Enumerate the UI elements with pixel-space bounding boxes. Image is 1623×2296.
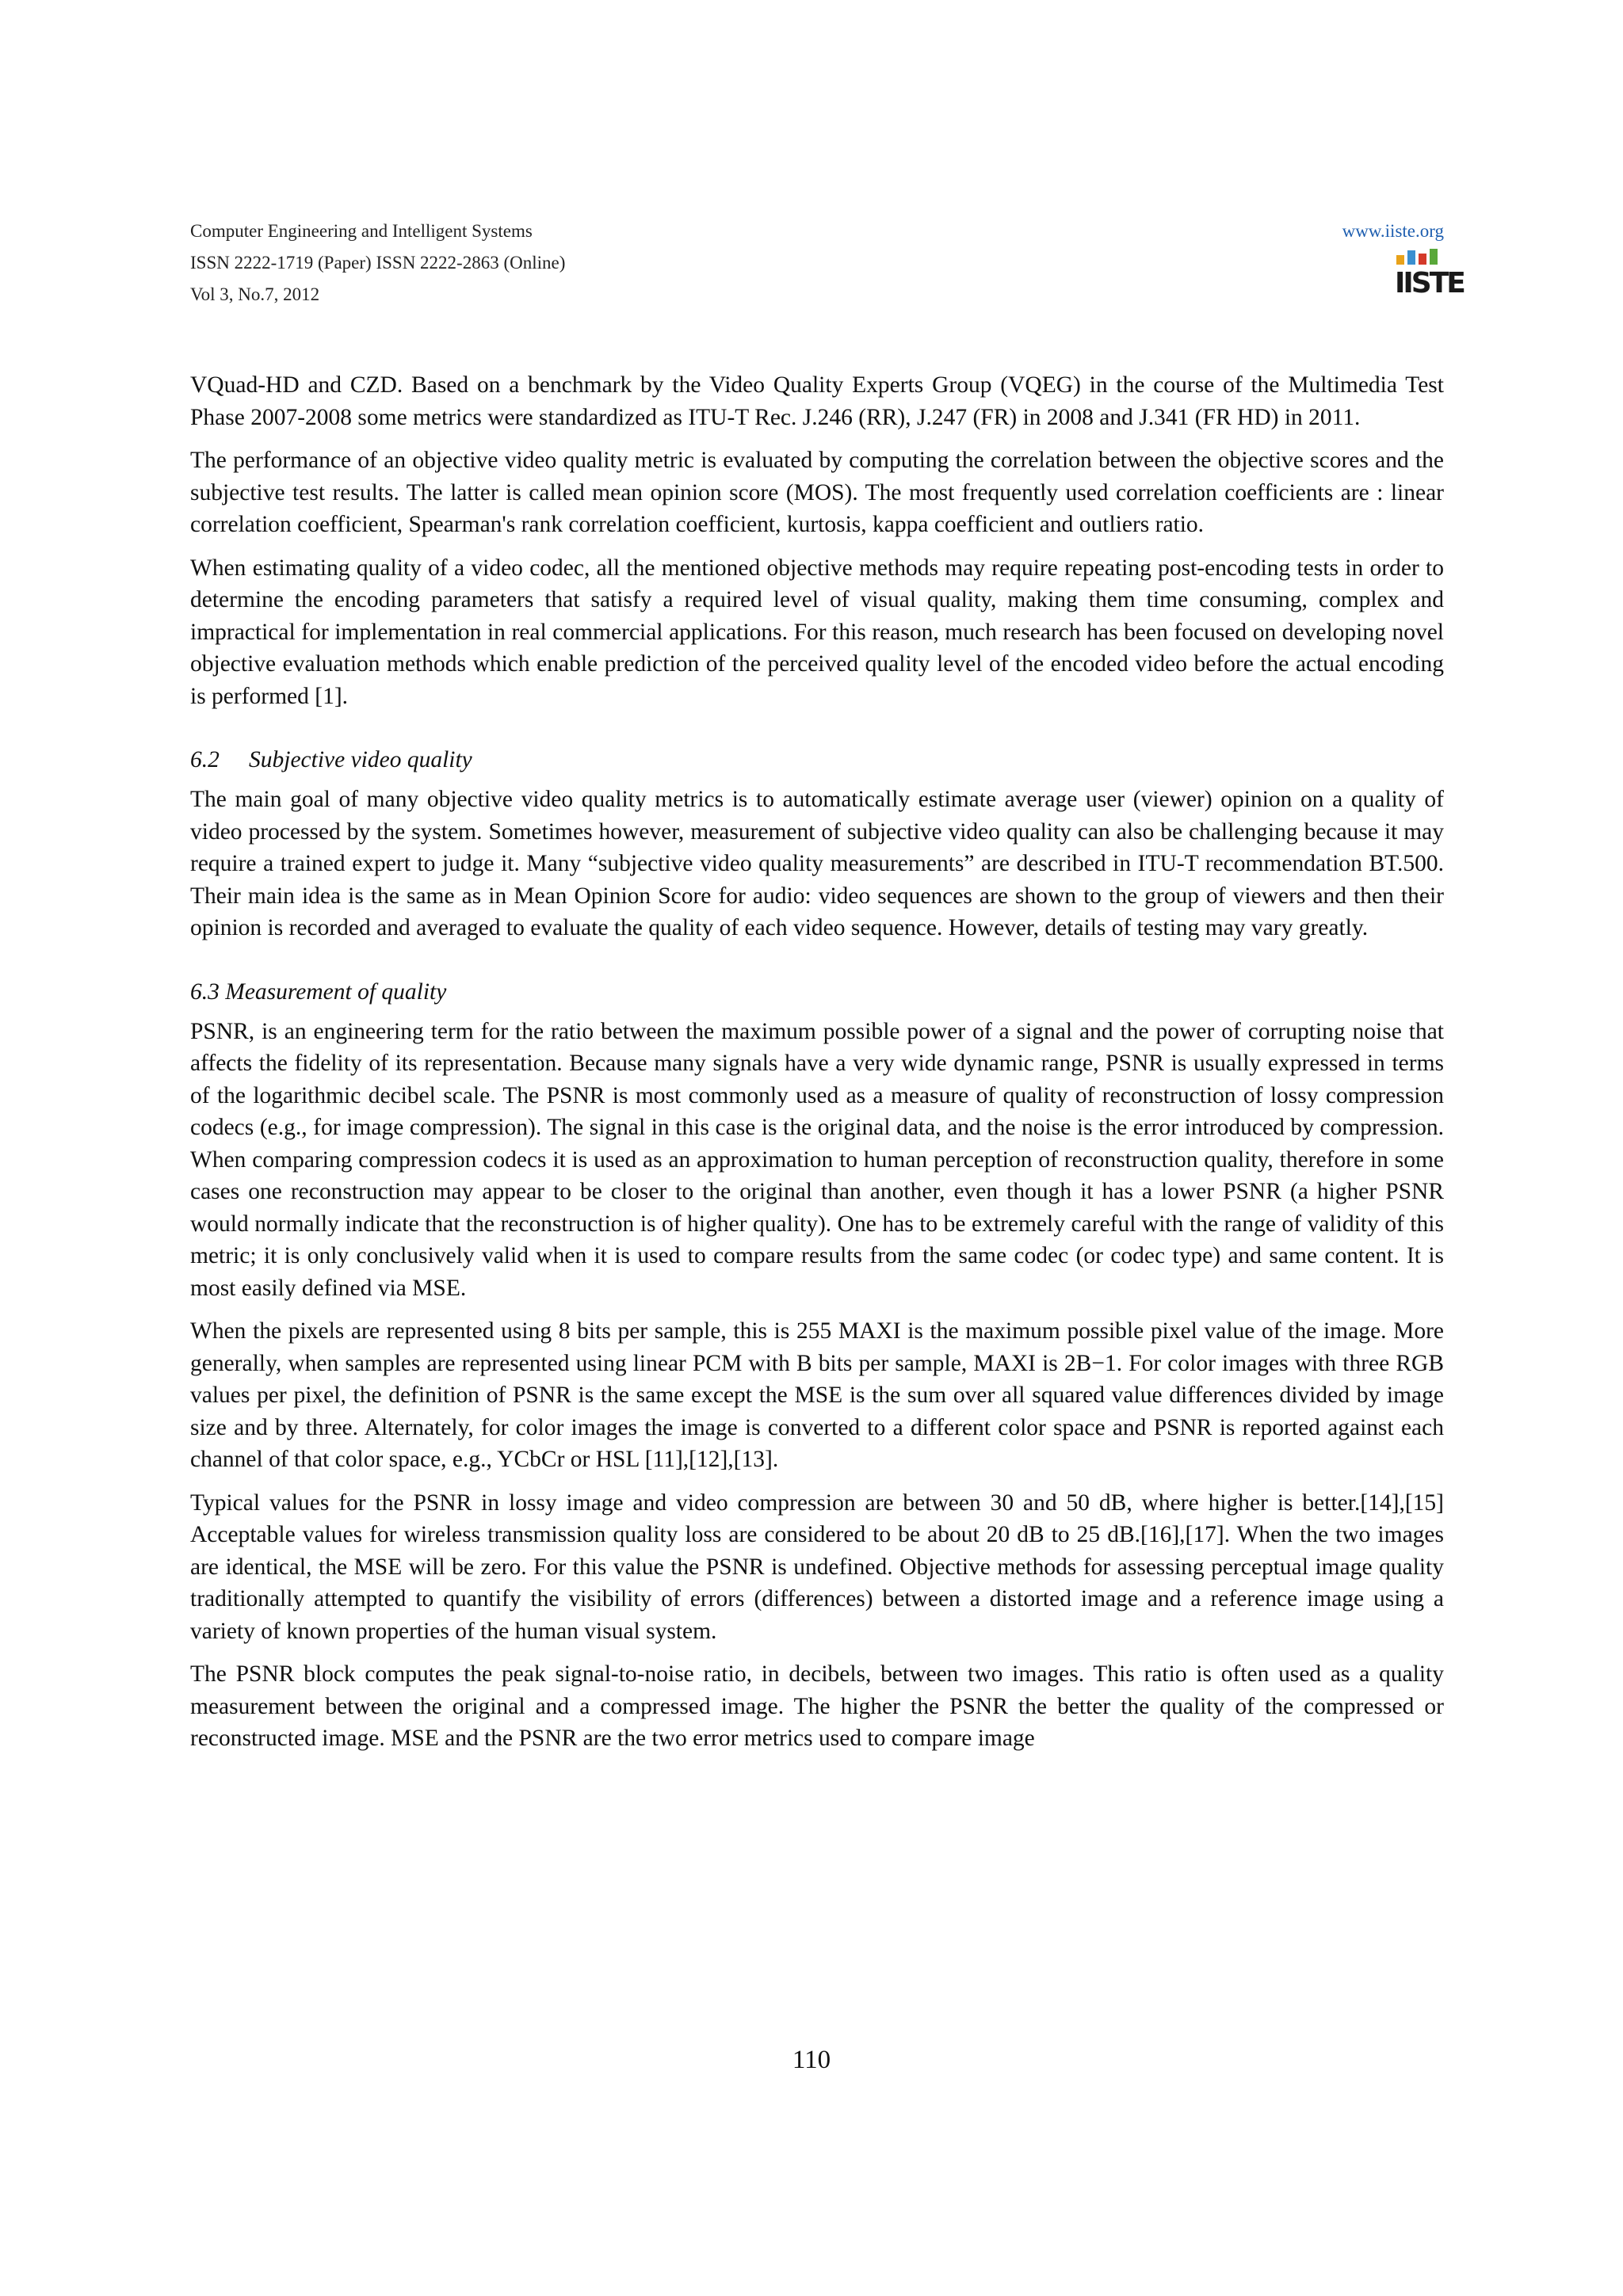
logo-bars-icon bbox=[1396, 249, 1439, 265]
logo-bar-2 bbox=[1407, 250, 1415, 265]
journal-title: Computer Engineering and Intelligent Systems bbox=[190, 221, 533, 241]
section-title: Subjective video quality bbox=[249, 747, 472, 772]
paragraph: Typical values for the PSNR in lossy image and video compression are between 30 and 50 dB, where higher is better.[14],[15] Acceptable values for wireless transmission quality loss are considered to be about 20 dB to 25 dB.[16],[17]. When the two images are identical, the MSE will be zero. For this value the PSNR is undefined. Objective methods for assessing perceptual image quality traditionally attempted to quantify the visibility of errors (differences) between a distorted image and a reference image using a variety of known properties of the human visual system. bbox=[190, 1489, 1444, 1644]
section-heading-6-2 bbox=[190, 744, 1444, 776]
journal-url-link[interactable]: www.iiste.org bbox=[1342, 221, 1444, 241]
logo-wordmark: IISTE bbox=[1395, 267, 1464, 299]
section-heading-6-3: 6.3 Measurement of quality bbox=[190, 978, 447, 1005]
iiste-logo bbox=[1395, 249, 1464, 306]
paragraph: VQuad-HD and CZD. Based on a benchmark by the Video Quality Experts Group (VQEG) in the course of the Multimedia Test Phase 2007-2008 some metrics were standardized as ITU-T Rec. J.246 (RR), J.247 (FR) in 2008 and J.341 (FR HD) in 2011. bbox=[190, 372, 1444, 430]
logo-bar-1 bbox=[1396, 255, 1404, 265]
logo-bar-3 bbox=[1419, 254, 1426, 265]
journal-volume: Vol 3, No.7, 2012 bbox=[190, 284, 320, 304]
journal-issn: ISSN 2222-1719 (Paper) ISSN 2222-2863 (Online) bbox=[190, 253, 566, 273]
article-body bbox=[190, 369, 1444, 1766]
page-number: 110 bbox=[792, 2046, 831, 2074]
page-header bbox=[190, 215, 1464, 311]
paragraph: When the pixels are represented using 8 bits per sample, this is 255 MAXI is the maximum possible pixel value of the image. More generally, when samples are represented using linear PCM with B bits per sample, MAXI is 2B−1. For color images with three RGB values per pixel, the definition of PSNR is the same except the MSE is the sum over all squared value differences divided by image size and by three. Alternately, for color images the image is converted to a different color space and PSNR is reported against each channel of that color space, e.g., YCbCr or HSL [11],[12],[13]. bbox=[190, 1318, 1444, 1472]
logo-bar-4 bbox=[1430, 249, 1438, 265]
paragraph: The main goal of many objective video quality metrics is to automatically estimate average user (viewer) opinion on a quality of video processed by the system. Sometimes however, measurement of subjective video quality can also be challenging because it may require a trained expert to judge it. Many “subjective video quality measurements” are described in ITU-T recommendation BT.500. Their main idea is the same as in Mean Opinion Score for audio: video sequences are shown to the group of viewers and then their opinion is recorded and averaged to evaluate the quality of each video sequence. However, details of testing may vary greatly. bbox=[190, 787, 1444, 940]
paragraph: PSNR, is an engineering term for the ratio between the maximum possible power of a signal and the power of corrupting noise that affects the fidelity of its representation. Because many signals have a very wide dynamic range, PSNR is usually expressed in terms of the logarithmic decibel scale. The PSNR is most commonly used as a measure of quality of reconstruction of lossy compression codecs (e.g., for image compression). The signal in this case is the original data, and the noise is the error introduced by compression. When comparing compression codecs it is used as an approximation to human perception of reconstruction quality, therefore in some cases one reconstruction may appear to be closer to the original than another, even though it has a lower PSNR (a higher PSNR would normally indicate that the reconstruction is of higher quality). One has to be extremely careful with the range of validity of this metric; it is only conclusively valid when it is used to compare results from the same codec (or codec type) and same content. It is most easily defined via MSE. bbox=[190, 1018, 1444, 1301]
paragraph: The PSNR block computes the peak signal-to-noise ratio, in decibels, between two images. This ratio is often used as a quality measurement between the original and a compressed image. The higher the PSNR the better the quality of the compressed or reconstructed image. MSE and the PSNR are the two error metrics used to compare image bbox=[190, 1661, 1444, 1751]
paragraph: When estimating quality of a video codec, all the mentioned objective methods may require repeating post-encoding tests in order to determine the encoding parameters that satisfy a required level of visual quality, making them time consuming, complex and impractical for implementation in real commercial applications. For this reason, much research has been focused on developing novel objective evaluation methods which enable prediction of the perceived quality level of the encoded video before the actual encoding is performed [1]. bbox=[190, 555, 1444, 709]
journal-info bbox=[190, 215, 565, 311]
paragraph: The performance of an objective video quality metric is evaluated by computing the correlation between the objective scores and the subjective test results. The latter is called mean opinion score (MOS). The most frequently used correlation coefficients are : linear correlation coefficient, Spearman's rank correlation coefficient, kurtosis, kappa coefficient and outliers ratio. bbox=[190, 448, 1444, 537]
section-number: 6.2 bbox=[190, 747, 220, 772]
